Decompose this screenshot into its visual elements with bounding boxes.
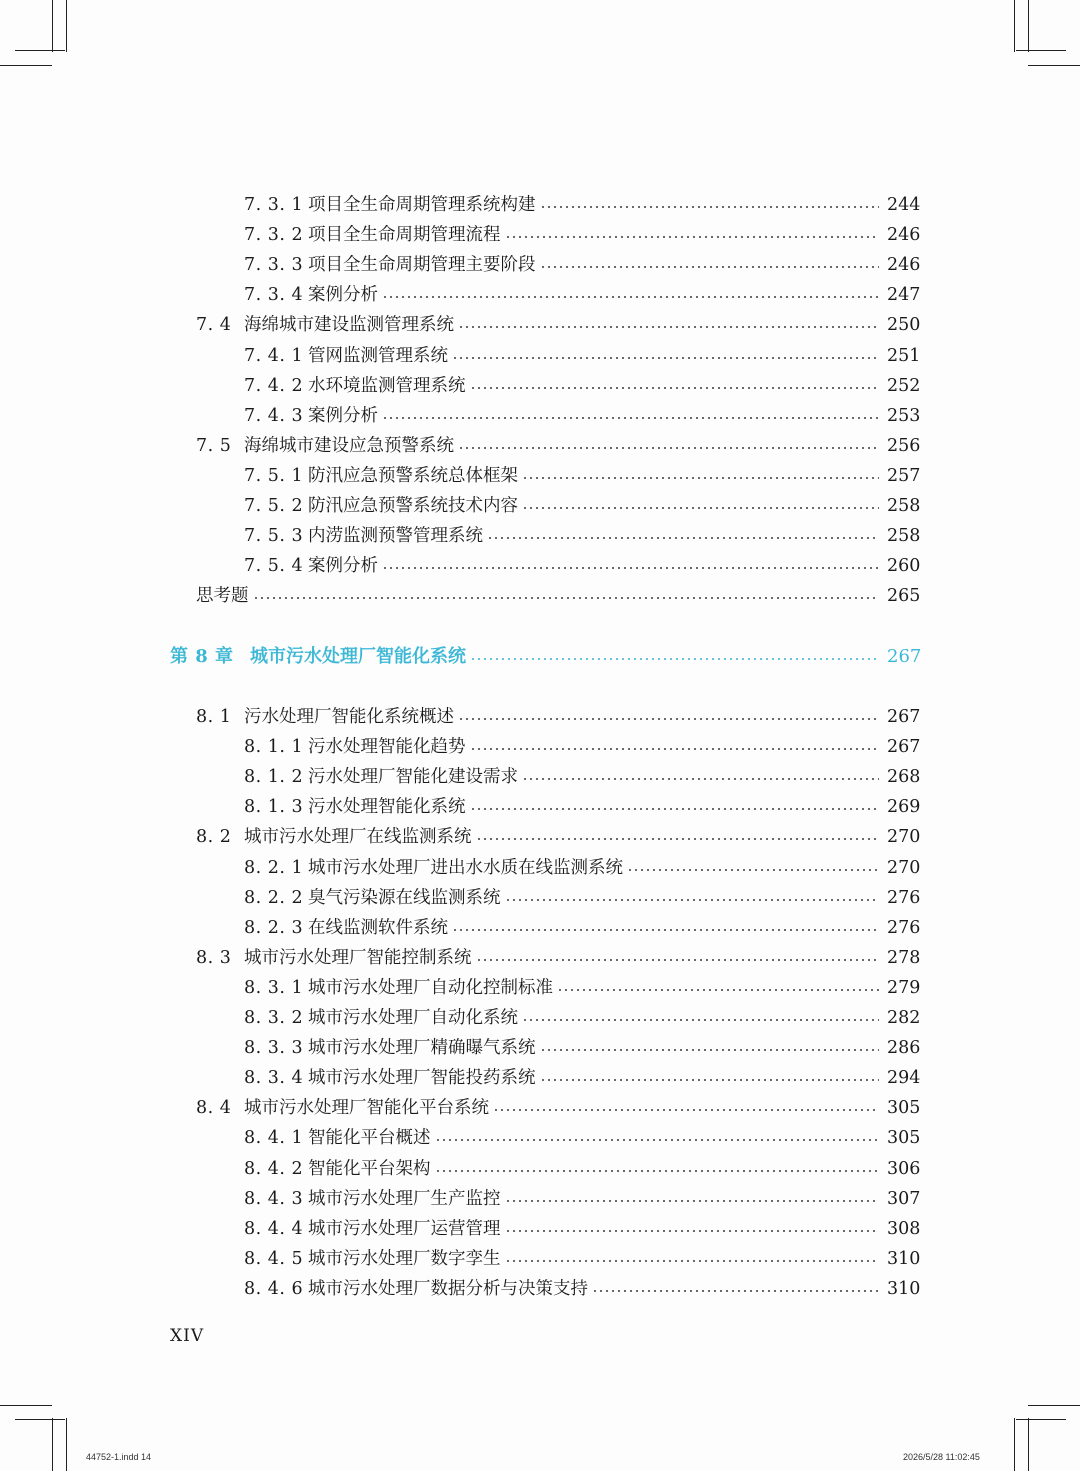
toc-section-number: 7. 5. 4 xyxy=(244,556,304,577)
dot-leader xyxy=(627,869,879,871)
toc-title: 城市污水处理厂进出水水质在线监测系统 xyxy=(308,857,623,878)
toc-page-number: 257 xyxy=(887,465,921,486)
toc-entry[interactable] xyxy=(244,1004,921,1032)
toc-entry[interactable] xyxy=(244,1215,921,1243)
toc-entry[interactable] xyxy=(244,342,921,370)
dot-leader xyxy=(505,1260,880,1262)
toc-title: 城市污水处理厂数字孪生 xyxy=(308,1248,501,1269)
toc-entry[interactable] xyxy=(196,432,921,460)
toc-section-number: 8. 4. 3 xyxy=(244,1188,304,1209)
toc-section-number: 8. 1. 2 xyxy=(244,767,304,788)
toc-section-number: 8. 2. 1 xyxy=(244,857,304,878)
toc-page-number: 307 xyxy=(887,1188,921,1209)
dot-leader xyxy=(592,1290,879,1292)
toc-page-number: 267 xyxy=(887,707,921,727)
toc-page-number: 244 xyxy=(887,195,921,215)
toc-page-number: 308 xyxy=(887,1218,921,1239)
dot-leader xyxy=(470,748,880,750)
toc-entry[interactable] xyxy=(244,191,921,219)
toc-page-number: 268 xyxy=(887,767,921,788)
toc-entry[interactable] xyxy=(196,1094,921,1122)
toc-title: 城市污水处理厂自动化系统 xyxy=(308,1008,518,1028)
toc-page-number: 276 xyxy=(887,917,921,938)
toc-page-number: 310 xyxy=(887,1278,921,1299)
toc-page-number: 279 xyxy=(887,977,921,998)
toc-title: 管网监测管理系统 xyxy=(308,345,448,366)
toc-page-number: 246 xyxy=(887,225,921,246)
toc-section-number: 8. 4. 4 xyxy=(244,1218,304,1239)
toc-section-number: 7. 3. 1 xyxy=(244,195,304,215)
chapter-heading[interactable] xyxy=(170,643,922,671)
dot-leader xyxy=(253,597,880,599)
toc-title: 城市污水处理厂智能化平台系统 xyxy=(244,1098,489,1119)
toc-title: 臭气污染源在线监测系统 xyxy=(308,887,501,908)
toc-section-number: 8. 1. 3 xyxy=(244,797,304,818)
toc-title: 城市污水处理厂在线监测系统 xyxy=(244,827,472,848)
toc-entry[interactable] xyxy=(244,522,921,550)
toc-section-number: 7. 3. 4 xyxy=(244,285,304,306)
dot-leader xyxy=(476,838,880,840)
toc-page-number: 286 xyxy=(887,1038,921,1059)
print-slug-time: 2026/5/28 11:02:45 xyxy=(903,1452,980,1462)
toc-page-number: 310 xyxy=(887,1248,921,1269)
toc-title: 海绵城市建设监测管理系统 xyxy=(244,315,454,336)
toc-entry[interactable] xyxy=(244,1034,921,1062)
toc-title: 污水处理厂智能化系统概述 xyxy=(244,707,454,727)
toc-entry[interactable] xyxy=(244,221,921,249)
toc-entry[interactable] xyxy=(196,582,921,610)
dot-leader xyxy=(505,899,880,901)
toc-section-number: 8. 4. 2 xyxy=(244,1158,304,1179)
toc-page-number: 282 xyxy=(887,1008,921,1028)
toc-page-number: 294 xyxy=(887,1068,921,1089)
dot-leader xyxy=(522,778,879,780)
toc-entry[interactable] xyxy=(244,974,921,1002)
dot-leader xyxy=(505,1230,880,1232)
toc-entry[interactable] xyxy=(244,1275,921,1303)
dot-leader xyxy=(476,959,880,961)
toc-title: 城市污水处理厂数据分析与决策支持 xyxy=(308,1278,588,1299)
toc-page-number: 305 xyxy=(887,1128,921,1149)
toc-section-number: 8. 3. 4 xyxy=(244,1068,304,1089)
toc-page-number: 306 xyxy=(887,1158,921,1179)
toc-title: 城市污水处理厂智能投药系统 xyxy=(308,1068,536,1089)
dot-leader xyxy=(540,1079,880,1081)
toc-page-number: 270 xyxy=(887,857,921,878)
toc-title: 案例分析 xyxy=(308,556,378,577)
toc-entry[interactable] xyxy=(244,854,921,882)
toc-entry[interactable] xyxy=(196,944,921,972)
dot-leader xyxy=(522,477,879,479)
toc-page-number: 265 xyxy=(887,586,921,607)
toc-entry[interactable] xyxy=(244,402,921,430)
toc-title: 城市污水处理厂精确曝气系统 xyxy=(308,1038,536,1059)
toc-entry[interactable] xyxy=(244,793,921,821)
toc-title: 项目全生命周期管理主要阶段 xyxy=(308,255,536,276)
toc-title: 城市污水处理厂运营管理 xyxy=(308,1218,501,1239)
toc-section-number: 8. 4 xyxy=(196,1098,232,1119)
toc-section-number: 8. 3 xyxy=(196,947,232,968)
toc-section-number: 7. 5. 3 xyxy=(244,526,304,547)
toc-page-number: 250 xyxy=(887,315,921,336)
dot-leader xyxy=(458,447,879,449)
toc-section-number: 7. 5. 2 xyxy=(244,496,304,516)
toc-page-number: 260 xyxy=(887,556,921,577)
toc-title: 水环境监测管理系统 xyxy=(308,375,466,396)
toc-title: 海绵城市建设应急预警系统 xyxy=(244,435,454,456)
toc-page-number: 258 xyxy=(887,496,921,516)
toc-section-number: 8. 2 xyxy=(196,827,232,848)
toc-title: 内涝监测预警管理系统 xyxy=(308,526,483,547)
toc-page-number: 252 xyxy=(887,375,921,396)
toc-entry[interactable] xyxy=(196,823,921,851)
dot-leader xyxy=(452,357,879,359)
dot-leader xyxy=(470,658,879,660)
toc-section-number: 8. 1. 1 xyxy=(244,737,304,758)
toc-entry[interactable] xyxy=(244,733,921,761)
toc-title: 防汛应急预警系统总体框架 xyxy=(308,465,518,486)
toc-page-number: 278 xyxy=(887,947,921,968)
toc-section-number: 第 8 章 xyxy=(170,646,234,667)
dot-leader xyxy=(522,507,879,509)
toc-title: 项目全生命周期管理系统构建 xyxy=(308,195,536,215)
toc-page-number: 267 xyxy=(887,737,921,758)
toc-entry[interactable] xyxy=(244,884,921,912)
toc-section-number: 7. 5 xyxy=(196,435,232,456)
toc-entry[interactable] xyxy=(244,552,921,580)
dot-leader xyxy=(458,718,879,720)
toc-entry[interactable] xyxy=(244,1155,921,1183)
dot-leader xyxy=(505,1200,880,1202)
toc-entry[interactable] xyxy=(244,492,921,520)
toc-title: 污水处理智能化趋势 xyxy=(308,737,466,758)
toc-title: 城市污水处理厂自动化控制标准 xyxy=(308,977,553,998)
dot-leader xyxy=(522,1019,879,1021)
toc-entry[interactable] xyxy=(244,1124,921,1152)
toc-section-number: 8. 4. 5 xyxy=(244,1248,304,1269)
dot-leader xyxy=(487,537,879,539)
toc-page-number: 253 xyxy=(887,405,921,426)
toc-section-number: 7. 4. 3 xyxy=(244,405,304,426)
toc-section-number: 7. 3. 2 xyxy=(244,225,304,246)
toc-section-number: 8. 3. 2 xyxy=(244,1008,304,1028)
toc-section-number: 8. 4. 6 xyxy=(244,1278,304,1299)
toc-entry[interactable] xyxy=(244,1245,921,1273)
toc-entry[interactable] xyxy=(196,311,921,339)
toc-page-number: 247 xyxy=(887,285,921,306)
toc-section-number: 7. 3. 3 xyxy=(244,255,304,276)
toc-page-number: 251 xyxy=(887,345,921,366)
dot-leader xyxy=(452,929,879,931)
toc-section-number: 8. 3. 3 xyxy=(244,1038,304,1059)
toc-title: 思考题 xyxy=(196,586,249,607)
dot-leader xyxy=(493,1109,879,1111)
toc-title: 智能化平台概述 xyxy=(308,1128,431,1149)
page-number: XIV xyxy=(170,1326,205,1346)
dot-leader xyxy=(382,296,879,298)
toc-entry[interactable] xyxy=(244,281,921,309)
toc-title: 防汛应急预警系统技术内容 xyxy=(308,496,518,516)
toc-page-number: 246 xyxy=(887,255,921,276)
toc-page-number: 256 xyxy=(887,435,921,456)
toc-title: 城市污水处理厂智能控制系统 xyxy=(244,947,472,968)
print-slug-file: 44752-1.indd 14 xyxy=(86,1452,152,1462)
toc-entry[interactable] xyxy=(244,372,921,400)
toc-section-number: 8. 3. 1 xyxy=(244,977,304,998)
toc-title: 案例分析 xyxy=(308,285,378,306)
toc-page-number: 267 xyxy=(887,646,922,667)
toc-title: 城市污水处理厂生产监控 xyxy=(308,1188,501,1209)
toc-section-number: 7. 4. 2 xyxy=(244,375,304,396)
toc-title: 智能化平台架构 xyxy=(308,1158,431,1179)
toc-title: 污水处理智能化系统 xyxy=(308,797,466,818)
dot-leader xyxy=(382,567,879,569)
toc-title: 项目全生命周期管理流程 xyxy=(308,225,501,246)
toc-page-number: 270 xyxy=(887,827,921,848)
dot-leader xyxy=(540,206,880,208)
toc-entry[interactable] xyxy=(244,763,921,791)
dot-leader xyxy=(382,417,879,419)
toc-title: 污水处理厂智能化建设需求 xyxy=(308,767,518,788)
dot-leader xyxy=(435,1139,880,1141)
toc-entry[interactable] xyxy=(244,462,921,490)
dot-leader xyxy=(435,1170,880,1172)
dot-leader xyxy=(557,989,879,991)
dot-leader xyxy=(540,266,880,268)
toc-section-number: 8. 4. 1 xyxy=(244,1128,304,1149)
toc-title: 案例分析 xyxy=(308,405,378,426)
toc-entry[interactable] xyxy=(244,1185,921,1213)
toc-page-number: 276 xyxy=(887,887,921,908)
dot-leader xyxy=(470,808,880,810)
toc-section-number: 7. 5. 1 xyxy=(244,465,304,486)
toc-page-number: 305 xyxy=(887,1098,921,1119)
toc-page-number: 258 xyxy=(887,526,921,547)
toc-section-number: 8. 1 xyxy=(196,707,232,727)
toc-section-number: 7. 4. 1 xyxy=(244,345,304,366)
toc-section-number: 8. 2. 3 xyxy=(244,917,304,938)
toc-entry[interactable] xyxy=(244,251,921,279)
toc-title: 城市污水处理厂智能化系统 xyxy=(250,646,466,667)
dot-leader xyxy=(458,326,879,328)
dot-leader xyxy=(540,1049,880,1051)
toc-entry[interactable] xyxy=(244,1064,921,1092)
toc-title: 在线监测软件系统 xyxy=(308,917,448,938)
toc-entry[interactable] xyxy=(196,703,921,731)
toc-entry[interactable] xyxy=(244,914,921,942)
toc-section-number: 8. 2. 2 xyxy=(244,887,304,908)
dot-leader xyxy=(470,387,880,389)
toc-section-number: 7. 4 xyxy=(196,315,232,336)
toc-page-number: 269 xyxy=(887,797,921,818)
dot-leader xyxy=(505,236,880,238)
